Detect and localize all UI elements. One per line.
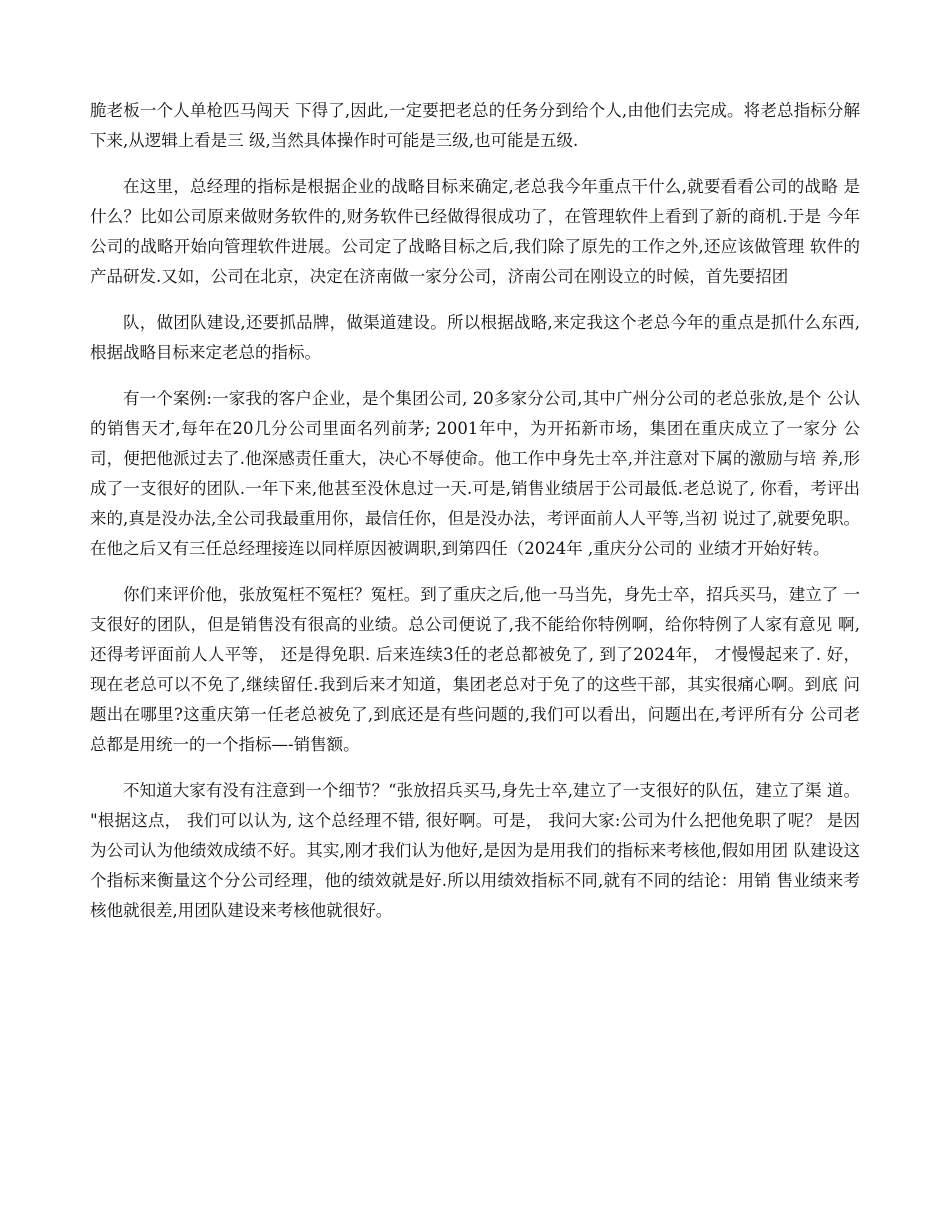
paragraph-6: 不知道大家有没有注意到一个细节？“张放招兵买马,身先士卒,建立了一支很好的队伍，建立了渠 道。 "根据这点， 我们可以认为, 这个总经理不错, 很好啊。可是， 我问大家:公司为什么把他免职了呢？ 是因为公司认为他绩效成绩不好。其实,刚才我们认为他好,是因为是用我们的指标来考核他,假如用团 队建设这个指标来衡量这个分公司经理，他的绩效就是好.所以用绩效指标不同,就有不同的结论：用销 售业绩来考核他就很差,用团队建设来考核他就很好。 <box>90 781 860 920</box>
paragraph-3: 队，做团队建设,还要抓品牌，做渠道建设。所以根据战略,来定我这个老总今年的重点是抓什么东西, 根据战略目标来定老总的指标。 <box>90 313 860 362</box>
paragraph-5: 你们来评价他，张放冤枉不冤枉？冤枉。到了重庆之后,他一马当先，身先士卒，招兵买马，建立了 一支很好的团队，但是销售没有很高的业绩。总公司便说了,我不能给你特例啊，给你特例了人家有意见 啊, 还得考评面前人人平等， 还是得免职. 后来连续3任的老总都被免了, 到了2024年， 才慢慢起来了. 好， 现在老总可以不免了,继续留任.我到后来才知道，集团老总对于免了的这些干部，其实很痛心啊。到底 问题出在哪里?这重庆第一任老总被免了,到底还是有些问题的,我们可以看出，问题出在,考评所有分 公司老总都是用统一的一个指标—-销售额。 <box>90 585 860 754</box>
paragraph-2: 在这里，总经理的指标是根据企业的战略目标来确定,老总我今年重点干什么,就要看看公司的战略 是什么？比如公司原来做财务软件的,财务软件已经做得很成功了，在管理软件上看到了新的商机.于是 今年公司的战略开始向管理软件进展。公司定了战略目标之后,我们除了原先的工作之外,还应该做管理 软件的产品研发.又如，公司在北京，决定在济南做一家分公司，济南公司在刚设立的时候，首先要招团 <box>90 177 860 286</box>
paragraph-4: 有一个案例:一家我的客户企业，是个集团公司, 20多家分公司,其中广州分公司的老总张放,是个 公认的销售天才,每年在20几分公司里面名列前茅; 2001年中，为开拓新市场，集团在重庆成立了一家分 公司，便把他派过去了.他深感责任重大，决心不辱使命。他工作中身先士卒,并注意对下属的激励与培 养,形成了一支很好的团队.一年下来,他甚至没休息过一天.可是,销售业绩居于公司最低.老总说了, 你看，考评出来的,真是没办法,全公司我最重用你，最信任你，但是没办法，考评面前人人平等,当初 说过了,就要免职。在他之后又有三任总经理接连以同样原因被调职,到第四任（2024年 ,重庆分公司的 业绩才开始好转。 <box>90 389 860 558</box>
paragraph-1: 脆老板一个人单枪匹马闯天 下得了,因此,一定要把老总的任务分到给个人,由他们去完成。将老总指标分解下来,从逻辑上看是三 级,当然具体操作时可能是三级,也可能是五级. <box>90 101 860 150</box>
document-page <box>90 96 860 942</box>
